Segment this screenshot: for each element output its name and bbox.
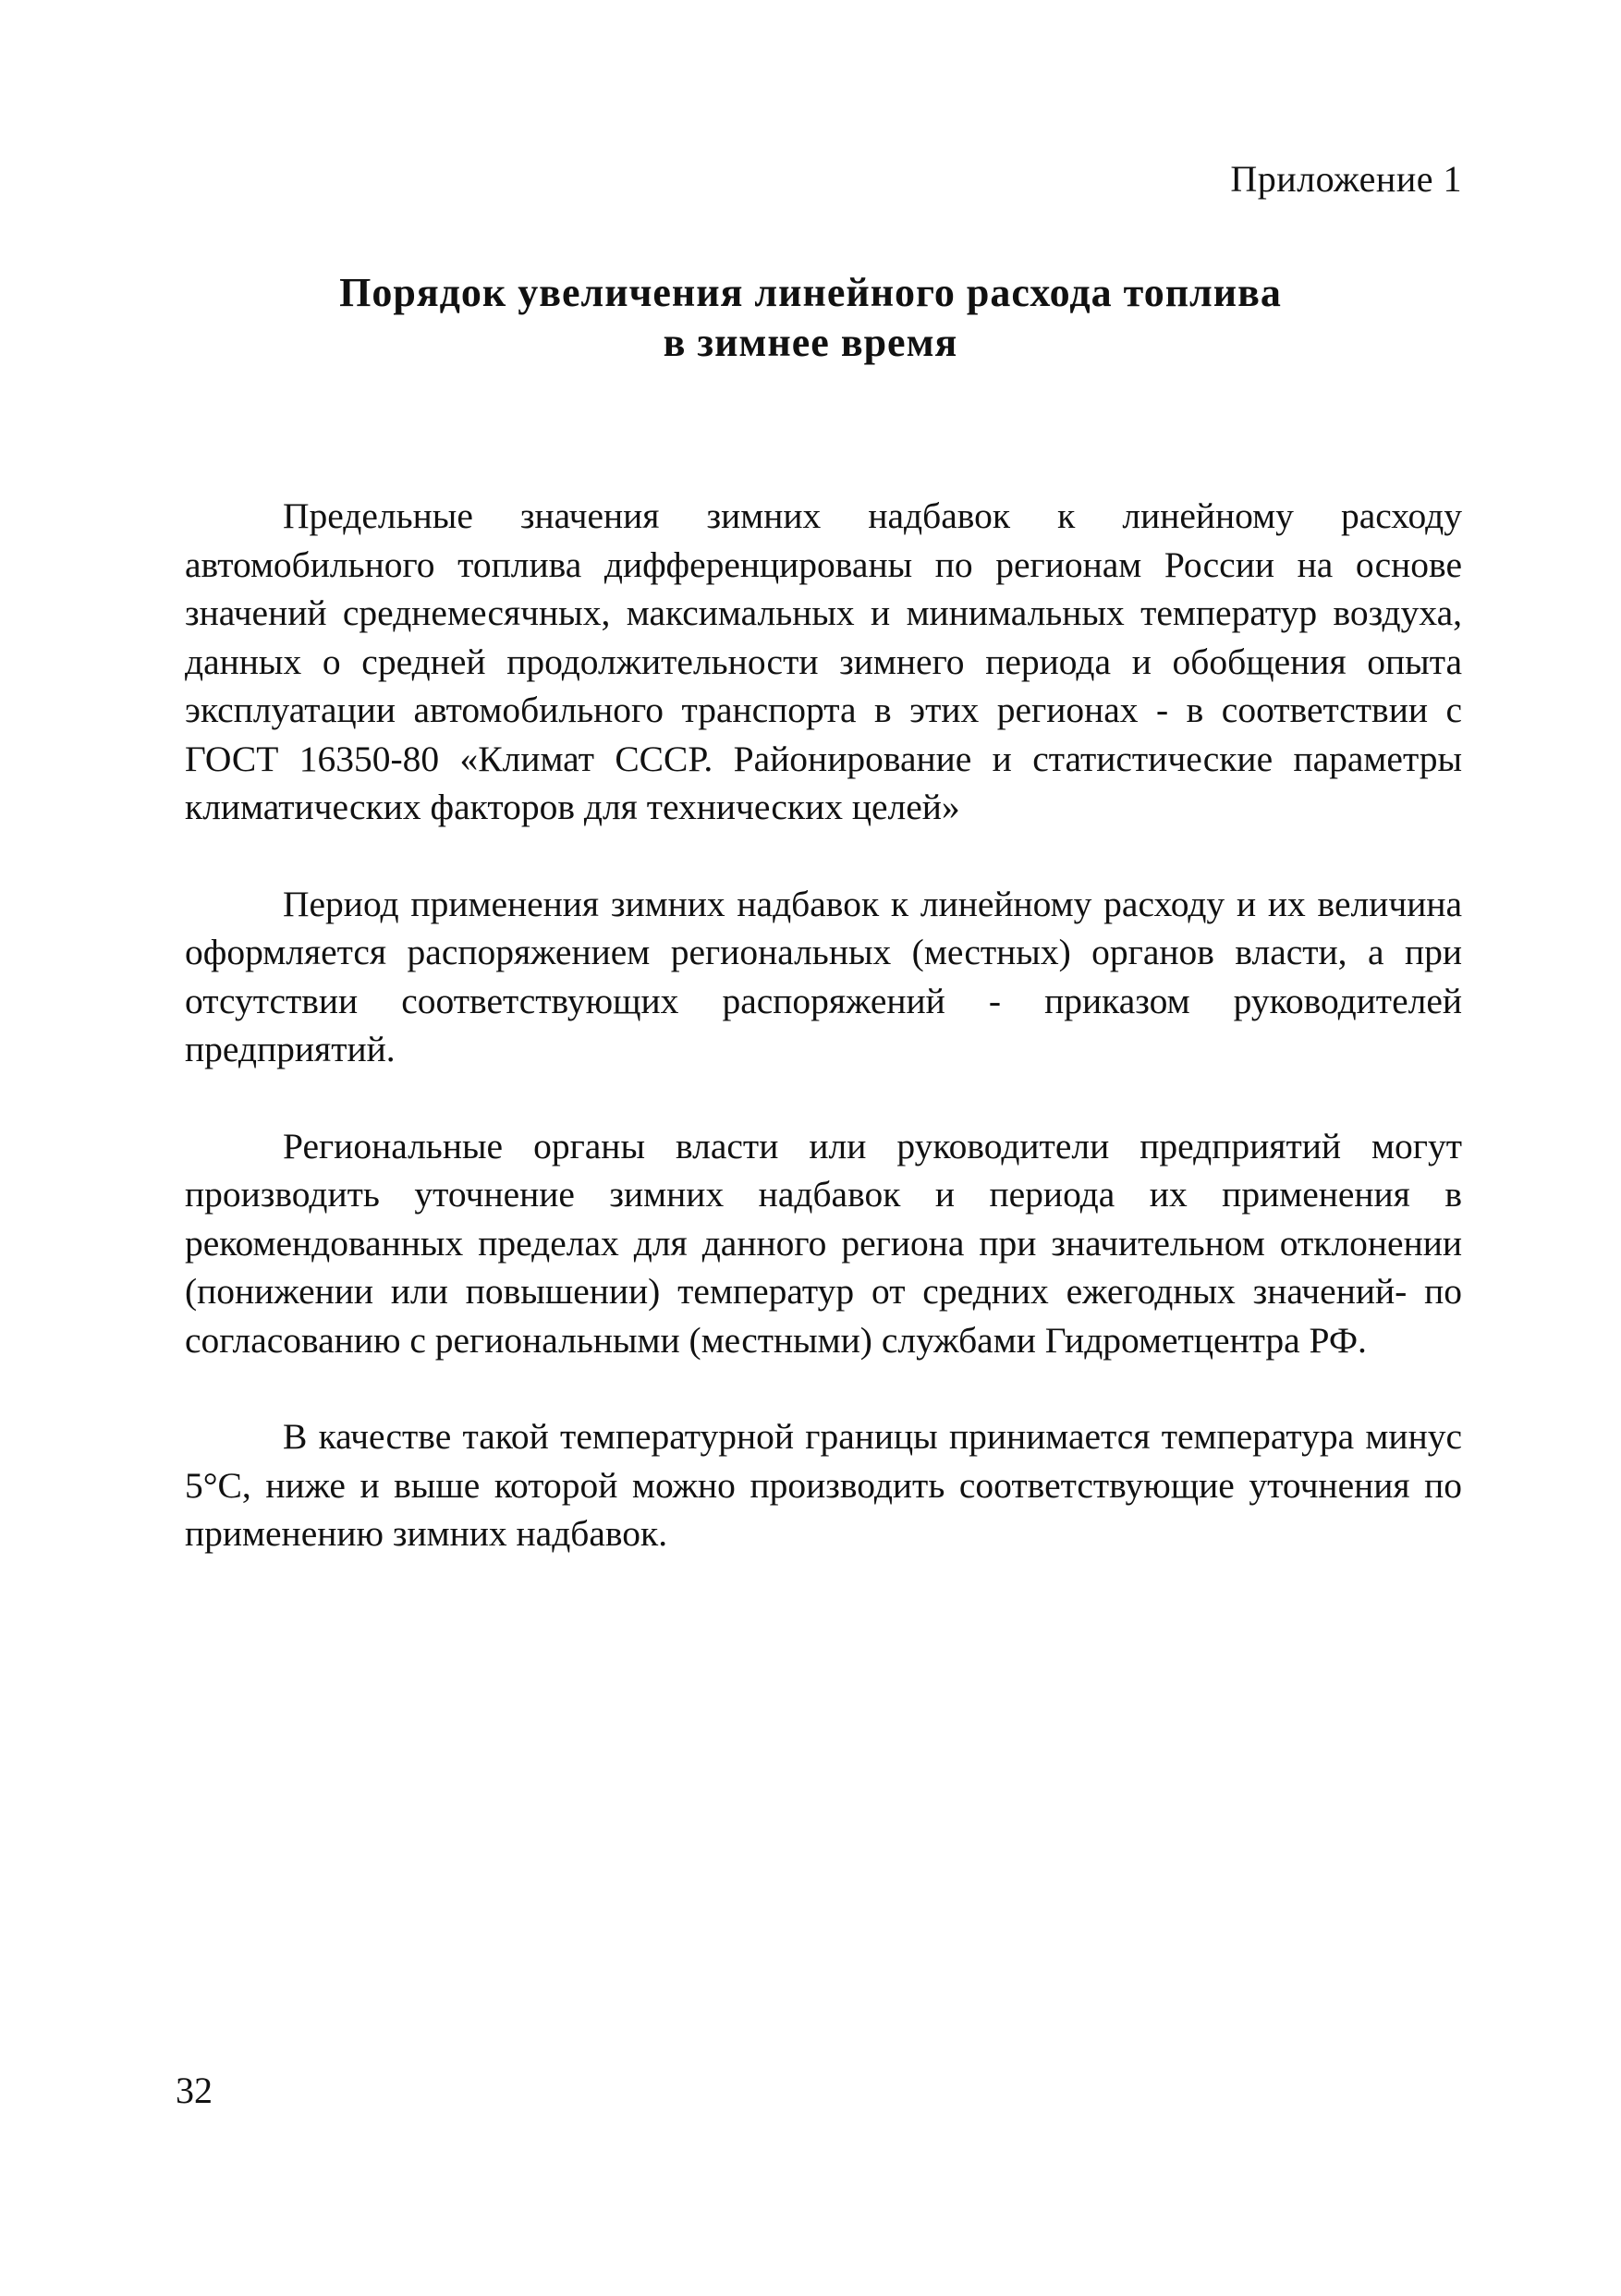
paragraph-4: В качестве такой температурной границы принимается температура минус 5°С, ниже и выше которой можно производить соответствующие уточнения по применению зимних надбавок. <box>185 1416 1462 1554</box>
title-line-2: в зимнее время <box>663 320 958 365</box>
document-title <box>0 268 1621 368</box>
body-text <box>185 492 1462 1558</box>
appendix-label: Приложение 1 <box>1230 158 1462 200</box>
paragraph-3: Региональные органы власти или руководители предприятий могут производить уточнение зимних надбавок и периода их применения в рекомендованных пределах для данного региона при значительном отклонении (понижении или повышении) температур от средних ежегодных значений- по согласованию с региональными (местными) службами Гидрометцентра РФ. <box>185 1125 1462 1361</box>
title-line-1: Порядок увеличения линейного расхода топлива <box>339 270 1282 315</box>
page-number: 32 <box>176 2070 213 2111</box>
paragraph-1: Предельные значения зимних надбавок к линейному расходу автомобильного топлива дифференцированы по регионам России на основе значений среднемесячных, максимальных и минимальных температур воздуха, данных о средней продолжительности зимнего периода и обобщения опыта эксплуатации автомобильного транспорта в этих регионах - в соответствии с ГОСТ 16350-80 «Климат СССР. Районирование и статистические параметры климатических факторов для технических целей» <box>185 495 1462 827</box>
paragraph-2: Период применения зимних надбавок к линейному расходу и их величина оформляется распоряжением региональных (местных) органов власти, а при отсутствии соответствующих распоряжений - приказом руководителей предприятий. <box>185 883 1462 1069</box>
